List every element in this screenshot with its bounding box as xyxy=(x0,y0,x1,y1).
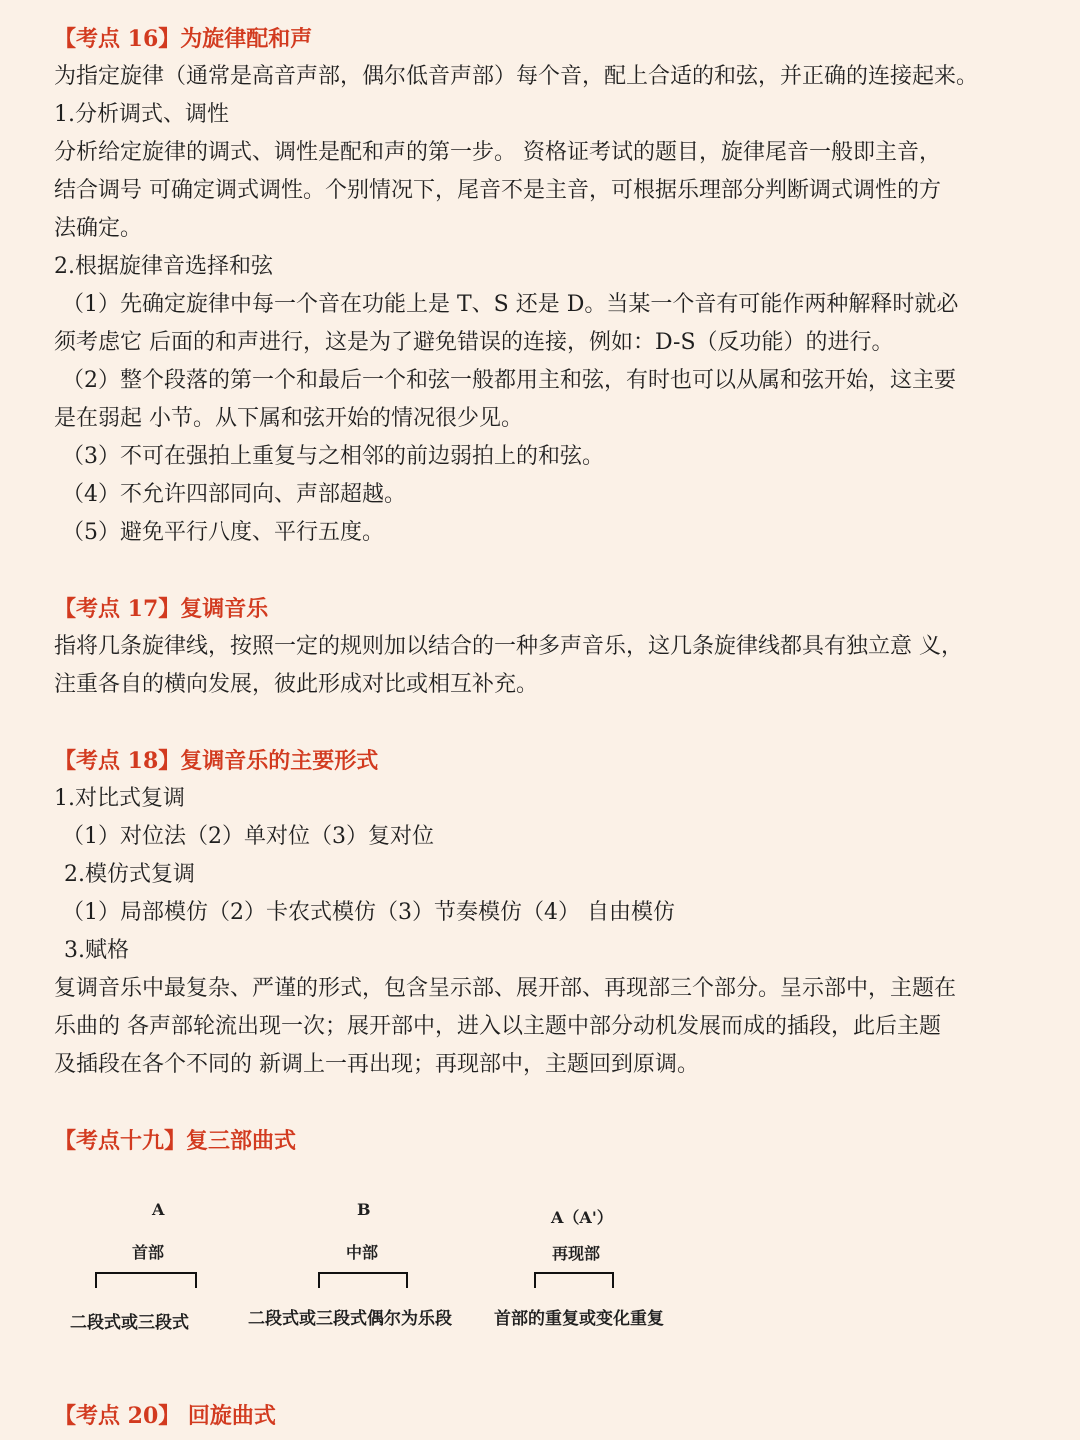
section-18-line: 2.模仿式复调 xyxy=(64,862,195,887)
section-16-line: 分析给定旋律的调式、调性是配和声的第一步。 资格证考试的题目，旋律尾音一般即主音， xyxy=(54,140,941,165)
section-16-line: （2）整个段落的第一个和最后一个和弦一般都用主和弦，有时也可以从属和弦开始，这主要 xyxy=(62,368,957,393)
section-18-line: 复调音乐中最复杂、严谨的形式，包含呈示部、展开部、再现部三个部分。呈示部中，主题在 xyxy=(54,976,957,1001)
part-a-prime-desc: 首部的重复或变化重复 xyxy=(494,1309,664,1329)
section-16-line: 法确定。 xyxy=(54,216,143,241)
section-16-line: （4）不允许四部同向、声部超越。 xyxy=(62,482,406,507)
section-17-title: 【考点 17】复调音乐 xyxy=(54,596,269,622)
section-16-line: 为指定旋律（通常是高音声部，偶尔低音声部）每个音，配上合适的和弦，并正确的连接起来。 xyxy=(54,64,979,89)
section-18-line: （1）对位法（2）单对位（3）复对位 xyxy=(62,824,434,849)
section-18-line: 3.赋格 xyxy=(64,938,129,963)
part-b-letter: B xyxy=(357,1200,371,1219)
part-a-prime-letter: A（A'） xyxy=(551,1208,613,1227)
section-18-line: （1）局部模仿（2）卡农式模仿（3）节奏模仿（4） 自由模仿 xyxy=(62,900,675,925)
part-a-name: 首部 xyxy=(132,1243,165,1262)
section-20-title: 【考点 20】 回旋曲式 xyxy=(54,1403,276,1429)
section-19-title: 【考点十九】复三部曲式 xyxy=(54,1128,297,1154)
part-b-bracket xyxy=(318,1272,408,1288)
section-18-line: 1.对比式复调 xyxy=(54,786,185,811)
section-17-line: 指将几条旋律线，按照一定的规则加以结合的一种多声音乐，这几条旋律线都具有独立意 义， xyxy=(54,634,963,659)
section-18-line: 乐曲的 各声部轮流出现一次；展开部中，进入以主题中部分动机发展而成的插段，此后主题 xyxy=(54,1014,941,1039)
part-a-desc: 二段式或三段式 xyxy=(70,1313,189,1333)
section-16-line: 是在弱起 小节。从下属和弦开始的情况很少见。 xyxy=(54,406,523,431)
section-16-line: 2.根据旋律音选择和弦 xyxy=(54,254,273,279)
section-16-line: 须考虑它 后面的和声进行，这是为了避免错误的连接，例如：D-S（反功能）的进行。 xyxy=(54,330,894,355)
section-18-title: 【考点 18】复调音乐的主要形式 xyxy=(54,748,379,774)
ternary-form-diagram xyxy=(0,1180,1080,1333)
part-a-prime-name: 再现部 xyxy=(552,1244,601,1263)
section-18-line: 及插段在各个不同的 新调上一再出现；再现部中，主题回到原调。 xyxy=(54,1052,699,1077)
document-page xyxy=(54,20,1049,1160)
section-16-line: （5）避免平行八度、平行五度。 xyxy=(62,520,384,545)
part-b-desc: 二段式或三段式偶尔为乐段 xyxy=(248,1309,452,1329)
section-16-line: （1）先确定旋律中每一个音在功能上是 T、S 还是 D。当某一个音有可能作两种解释时就必 xyxy=(62,292,959,317)
part-b-name: 中部 xyxy=(346,1243,379,1262)
part-a-letter: A xyxy=(152,1200,165,1219)
section-16-line: 结合调号 可确定调式调性。个别情况下，尾音不是主音，可根据乐理部分判断调式调性的方 xyxy=(54,178,941,203)
section-16-line: （3）不可在强拍上重复与之相邻的前边弱拍上的和弦。 xyxy=(62,444,604,469)
section-16-line: 1.分析调式、调性 xyxy=(54,102,229,127)
section-17-line: 注重各自的横向发展，彼此形成对比或相互补充。 xyxy=(54,672,539,697)
section-16-title: 【考点 16】为旋律配和声 xyxy=(54,26,313,52)
part-a-prime-bracket xyxy=(534,1272,614,1288)
part-a-bracket xyxy=(95,1272,197,1288)
